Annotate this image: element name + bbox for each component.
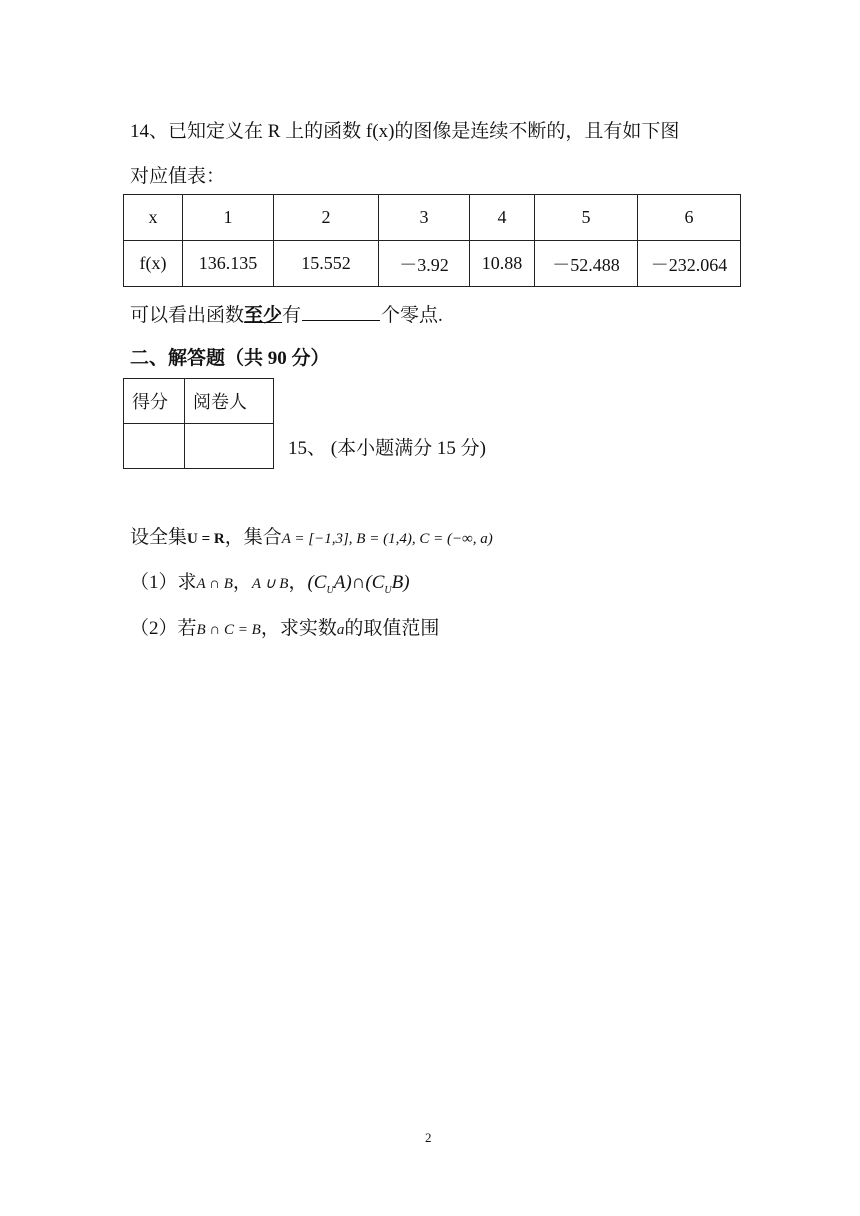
set-definition-line [130,522,493,549]
score-table-header [124,379,274,424]
emphasis-text: 至少 [244,305,283,326]
score-label: 得分 [124,379,185,424]
complement-expr: $(C_UA)\cap(C_UB)$ [307,572,410,596]
universal-set: U = R [187,531,225,547]
value-table [123,194,741,287]
table-row-x [124,195,741,241]
table-cell: 10.88 [470,241,535,287]
variable-a: a [336,622,345,638]
section-title: 二、解答题（共 90 分） [130,348,330,369]
part-1-line [130,567,410,596]
answer-mid: 有 [282,305,302,326]
part-2-suffix: 的取值范围 [344,618,440,639]
condition-expr: B ∩ C = B [196,622,261,638]
set-mid: ，集合 [224,527,282,548]
table-cell: 5 [535,195,638,241]
score-table-blank-row [124,424,274,469]
score-table [123,378,274,469]
separator: ， [232,572,252,593]
question-14-line-2: 对应值表： [130,166,226,187]
answer-prefix: 可以看出函数 [130,305,245,326]
question-14-answer-line [130,300,443,327]
table-cell: 136.135 [183,241,274,287]
table-cell: 15.552 [274,241,379,287]
question-15-header: 15、 (本小题满分 15 分) [288,438,486,459]
table-cell: 2 [274,195,379,241]
answer-blank[interactable] [302,302,380,321]
grader-cell[interactable] [185,424,274,469]
table-cell: 1 [183,195,274,241]
table-cell: －52.488 [535,241,638,287]
score-cell[interactable] [124,424,185,469]
set-expressions: A = [−1,3], B = (1,4), C = (−∞, a) [281,531,493,547]
table-row-fx [124,241,741,287]
union-expr: A ∪ B [251,576,289,592]
table-cell: －232.064 [638,241,741,287]
question-14-line-1: 14、已知定义在 R 上的函数 f(x)的图像是连续不断的，且有如下图 [130,121,680,142]
separator: ， [288,572,308,593]
part-2-mid: ，求实数 [260,618,337,639]
page-number: 2 [425,1130,432,1145]
answer-suffix: 个零点. [381,305,443,326]
part-2-label: （2）若 [130,618,197,639]
table-cell: －3.92 [379,241,470,287]
table-cell: f(x) [124,241,183,287]
table-cell: 4 [470,195,535,241]
part-1-label: （1）求 [130,572,197,593]
grader-label: 阅卷人 [185,379,274,424]
intersection-expr: A ∩ B [196,576,233,592]
table-cell: 6 [638,195,741,241]
set-prefix: 设全集 [130,527,188,548]
table-cell: 3 [379,195,470,241]
table-cell: x [124,195,183,241]
part-2-line [130,613,439,640]
